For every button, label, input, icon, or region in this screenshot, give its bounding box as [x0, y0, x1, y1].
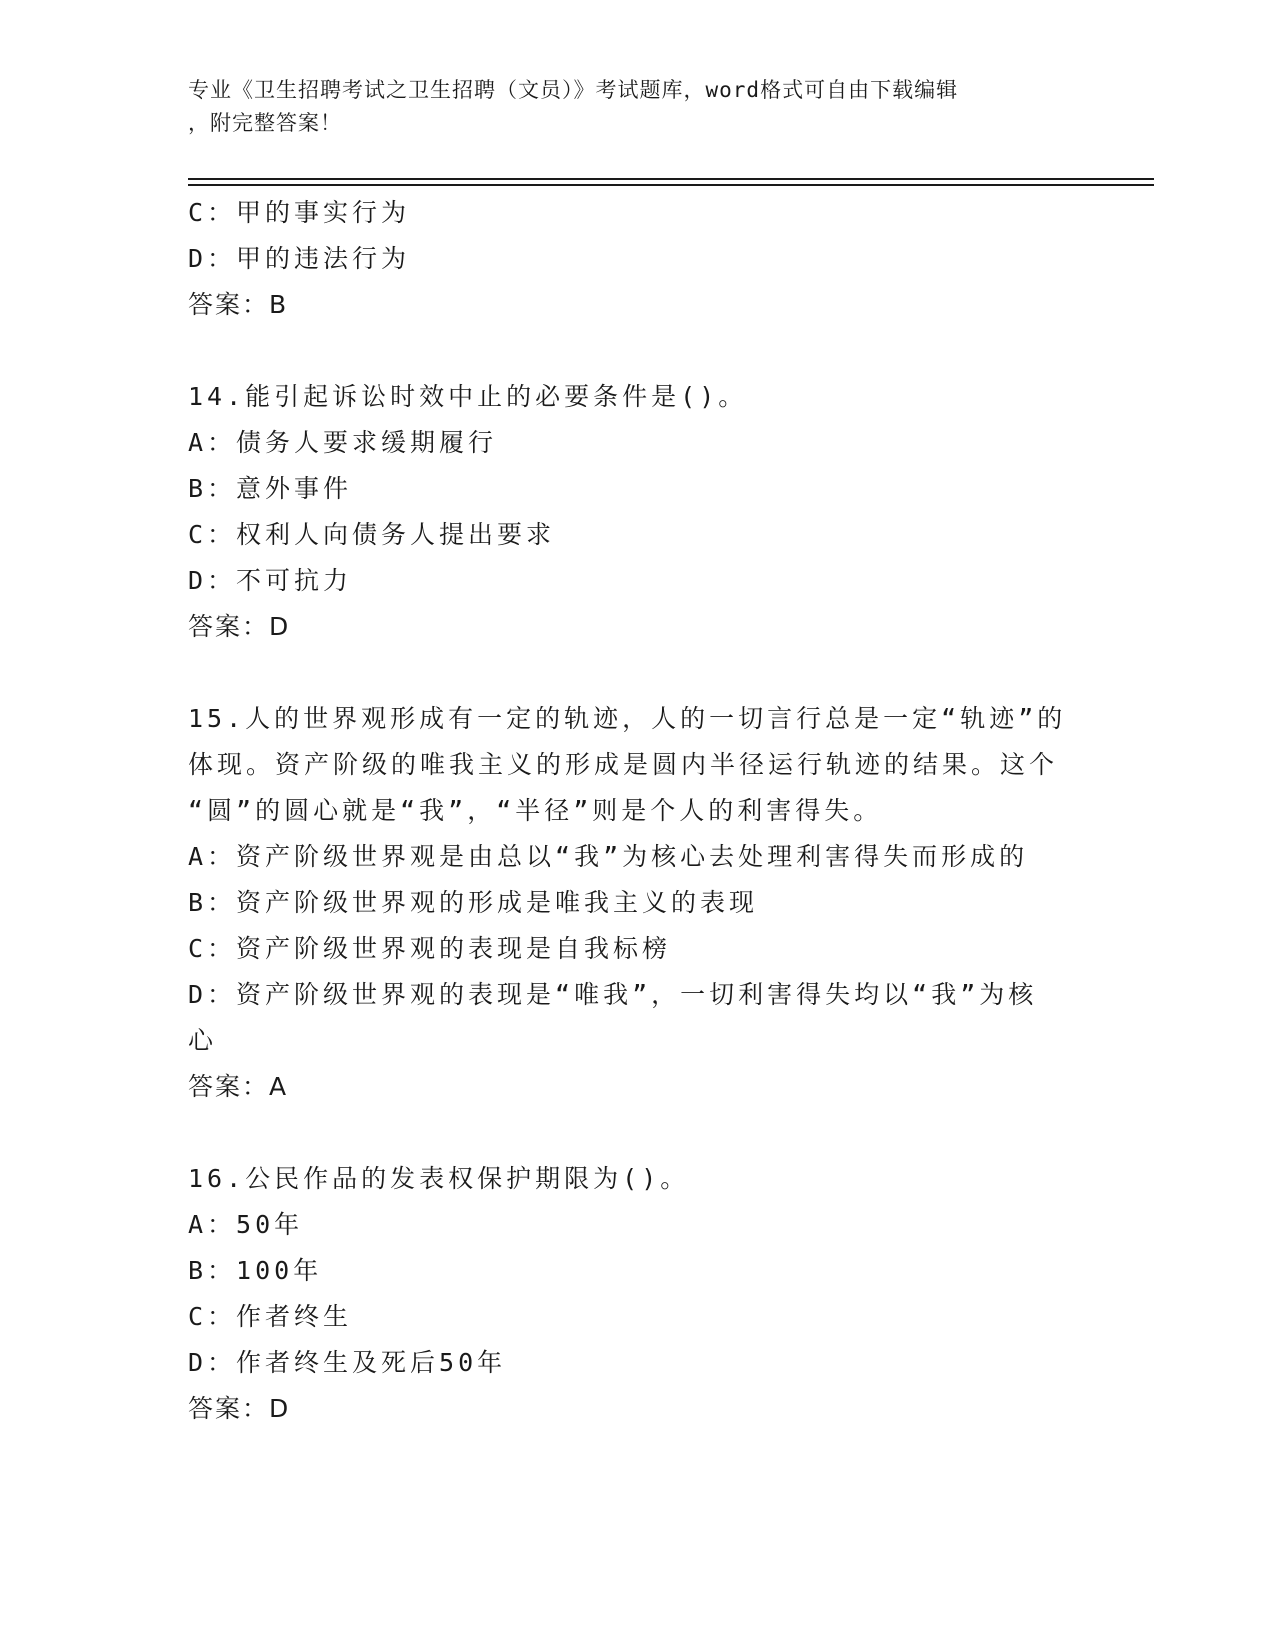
answer: 答案：B — [188, 290, 289, 319]
question-14 — [188, 374, 1088, 650]
option-d: D：不可抗力 — [188, 566, 353, 595]
option-a: A：50年 — [188, 1210, 304, 1239]
header-line-1: 专业《卫生招聘考试之卫生招聘（文员）》考试题库，word格式可自由下载编辑 — [188, 78, 959, 102]
question-text-line-3: “圆”的圆心就是“我”，“半径”则是个人的利害得失。 — [188, 796, 883, 825]
document-header — [188, 74, 1068, 140]
question-text-line-2: 体现。资产阶级的唯我主义的形成是圆内半径运行轨迹的结果。这个 — [188, 750, 1059, 779]
option-d-line-2: 心 — [188, 1026, 218, 1055]
question-13-tail — [188, 190, 1088, 328]
option-a: A：债务人要求缓期履行 — [188, 428, 498, 457]
option-c: C：甲的事实行为 — [188, 198, 411, 227]
header-rule-bottom — [188, 184, 1154, 186]
option-d-line-1: D：资产阶级世界观的表现是“唯我”，一切利害得失均以“我”为核 — [188, 980, 1038, 1009]
answer: 答案：A — [188, 1072, 289, 1101]
option-a: A：资产阶级世界观是由总以“我”为核心去处理利害得失而形成的 — [188, 842, 1029, 871]
option-b: B：资产阶级世界观的形成是唯我主义的表现 — [188, 888, 759, 917]
spacer — [188, 328, 1088, 374]
answer: 答案：D — [188, 612, 291, 641]
header-line-2: ，附完整答案！ — [188, 111, 342, 135]
question-list — [188, 190, 1088, 1432]
option-b: B：100年 — [188, 1256, 323, 1285]
question-text-line-1: 15.人的世界观形成有一定的轨迹，人的一切言行总是一定“轨迹”的 — [188, 704, 1067, 733]
option-b: B：意外事件 — [188, 474, 353, 503]
question-16 — [188, 1156, 1088, 1432]
header-rule-top — [188, 178, 1154, 180]
spacer — [188, 1110, 1088, 1156]
spacer — [188, 650, 1088, 696]
option-d: D：作者终生及死后50年 — [188, 1348, 507, 1377]
question-15 — [188, 696, 1088, 1110]
option-c: C：作者终生 — [188, 1302, 353, 1331]
option-c: C：权利人向债务人提出要求 — [188, 520, 556, 549]
option-c: C：资产阶级世界观的表现是自我标榜 — [188, 934, 672, 963]
question-text: 16.公民作品的发表权保护期限为()。 — [188, 1164, 690, 1193]
question-text: 14.能引起诉讼时效中止的必要条件是()。 — [188, 382, 748, 411]
option-d: D：甲的违法行为 — [188, 244, 411, 273]
answer: 答案：D — [188, 1394, 291, 1423]
